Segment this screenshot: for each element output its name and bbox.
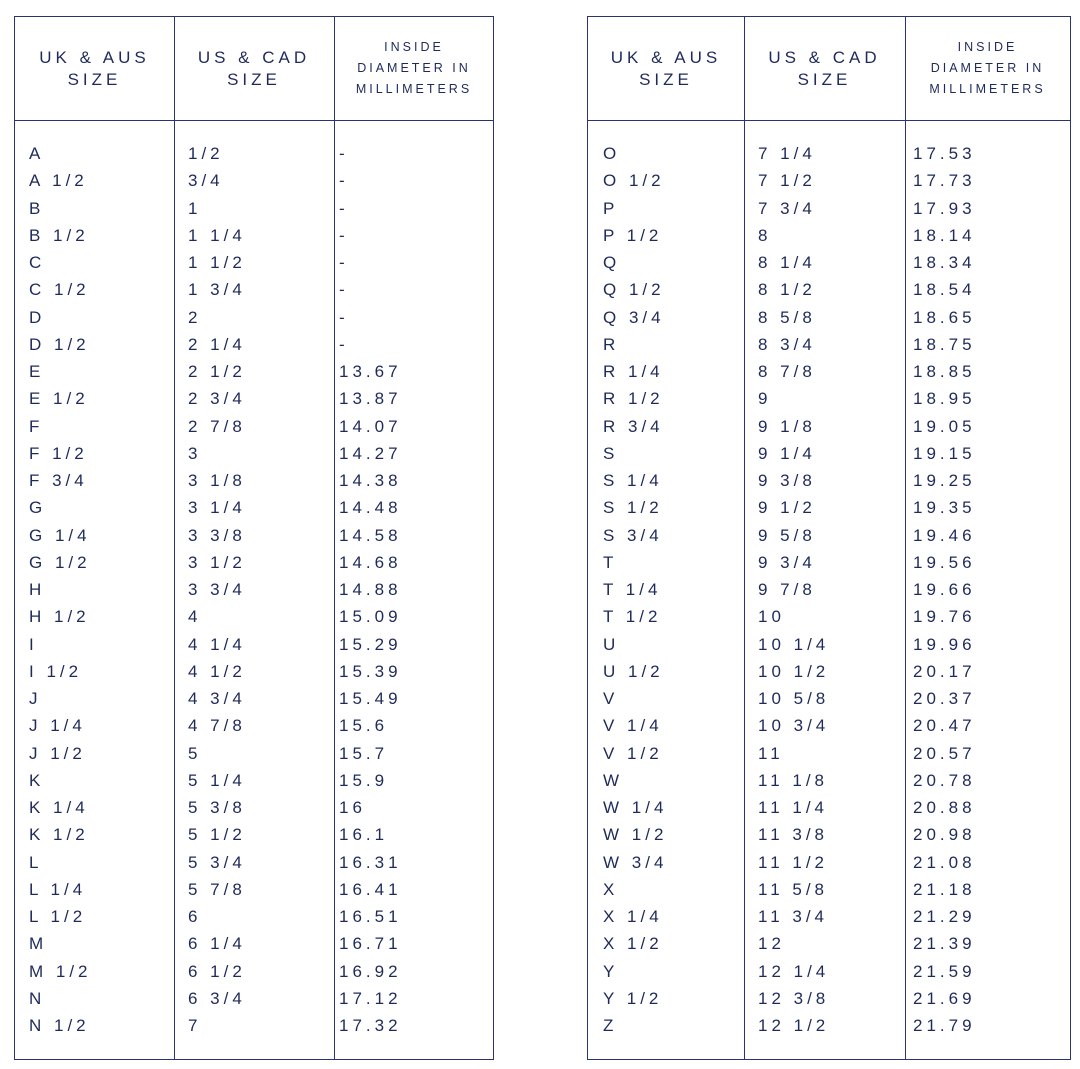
uk-aus-size-cell: V 1/2 bbox=[603, 743, 663, 763]
uk-aus-size-cell: U 1/2 bbox=[603, 661, 664, 681]
table-row bbox=[588, 167, 1070, 194]
uk-aus-size-cell: F bbox=[29, 416, 44, 436]
header-divider bbox=[588, 120, 1070, 121]
inside-diameter-cell: 16.41 bbox=[339, 879, 402, 899]
inside-diameter-cell: 21.18 bbox=[913, 879, 976, 899]
uk-aus-size-cell: E 1/2 bbox=[29, 389, 89, 409]
inside-diameter-cell: 16.31 bbox=[339, 852, 402, 872]
uk-aus-size-cell: G 1/2 bbox=[29, 552, 91, 572]
us-cad-size-cell: 8 bbox=[758, 225, 772, 245]
column-header-us-cad: US & CAD SIZE bbox=[197, 47, 311, 89]
table-row bbox=[588, 140, 1070, 167]
us-cad-size-cell: 2 7/8 bbox=[188, 416, 246, 436]
table-row bbox=[15, 685, 493, 712]
table-row bbox=[15, 167, 493, 194]
table-row bbox=[15, 467, 493, 494]
uk-aus-size-cell: Q 1/2 bbox=[603, 280, 665, 300]
table-row bbox=[588, 876, 1070, 903]
us-cad-size-cell: 3 1/4 bbox=[188, 498, 246, 518]
table-row bbox=[588, 903, 1070, 930]
uk-aus-size-cell: K 1/2 bbox=[29, 825, 89, 845]
table-row bbox=[588, 631, 1070, 658]
uk-aus-size-cell: F 3/4 bbox=[29, 471, 88, 490]
table-row bbox=[588, 304, 1070, 331]
inside-diameter-cell: 19.66 bbox=[913, 580, 976, 599]
us-cad-size-cell: 6 bbox=[188, 907, 202, 926]
inside-diameter-cell: 15.7 bbox=[339, 743, 389, 763]
inside-diameter-cell: 16.1 bbox=[339, 825, 389, 845]
table-row bbox=[588, 249, 1070, 276]
table-row bbox=[15, 385, 493, 412]
inside-diameter-cell: 13.67 bbox=[339, 362, 402, 381]
table-row bbox=[15, 903, 493, 930]
inside-diameter-cell: 16.51 bbox=[339, 907, 402, 926]
ring-size-table-right bbox=[587, 16, 1071, 1060]
us-cad-size-cell: 5 1/2 bbox=[188, 825, 246, 845]
us-cad-size-cell: 2 bbox=[188, 307, 202, 327]
inside-diameter-cell: 15.6 bbox=[339, 716, 389, 736]
us-cad-size-cell: 6 1/4 bbox=[188, 934, 246, 954]
us-cad-size-cell: 6 3/4 bbox=[188, 988, 246, 1008]
table-row bbox=[15, 331, 493, 358]
ring-size-table-left bbox=[14, 16, 494, 1060]
uk-aus-size-cell: X 1/2 bbox=[603, 934, 663, 954]
table-row bbox=[588, 958, 1070, 985]
us-cad-size-cell: 2 3/4 bbox=[188, 389, 246, 409]
inside-diameter-cell: 15.39 bbox=[339, 661, 402, 681]
table-row bbox=[588, 930, 1070, 957]
uk-aus-size-cell: X bbox=[603, 879, 619, 899]
uk-aus-size-cell: I 1/2 bbox=[29, 661, 83, 681]
column-header-inside-diameter: INSIDE DIAMETER IN MILLIMETERS bbox=[355, 40, 473, 96]
uk-aus-size-cell: M 1/2 bbox=[29, 961, 92, 981]
table-row bbox=[15, 358, 493, 385]
column-header-inside-diameter: INSIDE DIAMETER IN MILLIMETERS bbox=[929, 40, 1046, 96]
inside-diameter-cell: - bbox=[339, 334, 349, 354]
uk-aus-size-cell: K 1/4 bbox=[29, 798, 89, 817]
inside-diameter-cell: 21.08 bbox=[913, 852, 976, 872]
uk-aus-size-cell: B bbox=[29, 198, 45, 218]
uk-aus-size-cell: P bbox=[603, 198, 619, 218]
us-cad-size-cell: 11 5/8 bbox=[758, 879, 829, 899]
us-cad-size-cell: 8 3/4 bbox=[758, 334, 816, 354]
inside-diameter-cell: 21.59 bbox=[913, 961, 976, 981]
uk-aus-size-cell: A 1/2 bbox=[29, 171, 88, 191]
us-cad-size-cell: 4 7/8 bbox=[188, 716, 246, 736]
table-row bbox=[15, 658, 493, 685]
inside-diameter-cell: 18.34 bbox=[913, 253, 976, 272]
table-row bbox=[15, 794, 493, 821]
uk-aus-size-cell: O bbox=[603, 144, 621, 163]
uk-aus-size-cell: A bbox=[29, 144, 45, 163]
table-row bbox=[15, 576, 493, 603]
inside-diameter-cell: 19.25 bbox=[913, 471, 976, 490]
uk-aus-size-cell: S 3/4 bbox=[603, 525, 663, 545]
us-cad-size-cell: 5 1/4 bbox=[188, 770, 246, 790]
us-cad-size-cell: 9 5/8 bbox=[758, 525, 816, 545]
uk-aus-size-cell: T 1/4 bbox=[603, 580, 662, 599]
uk-aus-size-cell: H 1/2 bbox=[29, 607, 90, 627]
us-cad-size-cell: 1 1/2 bbox=[188, 253, 246, 272]
uk-aus-size-cell: K bbox=[29, 770, 45, 790]
us-cad-size-cell: 1 3/4 bbox=[188, 280, 246, 300]
uk-aus-size-cell: H bbox=[29, 580, 46, 599]
us-cad-size-cell: 11 1/8 bbox=[758, 770, 829, 790]
inside-diameter-cell: 15.29 bbox=[339, 634, 402, 654]
inside-diameter-cell: 17.12 bbox=[339, 988, 402, 1008]
table-row bbox=[588, 522, 1070, 549]
us-cad-size-cell: 5 bbox=[188, 743, 202, 763]
uk-aus-size-cell: T 1/2 bbox=[603, 607, 662, 627]
table-row bbox=[15, 1012, 493, 1039]
inside-diameter-cell: 18.75 bbox=[913, 334, 976, 354]
table-row bbox=[15, 276, 493, 303]
inside-diameter-cell: 19.96 bbox=[913, 634, 976, 654]
us-cad-size-cell: 11 3/4 bbox=[758, 907, 829, 926]
table-row bbox=[588, 385, 1070, 412]
inside-diameter-cell: 18.65 bbox=[913, 307, 976, 327]
table-row bbox=[588, 440, 1070, 467]
table-row bbox=[588, 467, 1070, 494]
uk-aus-size-cell: J bbox=[29, 689, 42, 708]
us-cad-size-cell: 4 1/4 bbox=[188, 634, 246, 654]
table-row bbox=[15, 631, 493, 658]
uk-aus-size-cell: S 1/2 bbox=[603, 498, 663, 518]
uk-aus-size-cell: I bbox=[29, 634, 38, 654]
uk-aus-size-cell: W 1/2 bbox=[603, 825, 668, 845]
inside-diameter-cell: 20.17 bbox=[913, 661, 976, 681]
inside-diameter-cell: - bbox=[339, 144, 349, 163]
us-cad-size-cell: 1 bbox=[188, 198, 202, 218]
table-row bbox=[15, 958, 493, 985]
uk-aus-size-cell: F 1/2 bbox=[29, 443, 88, 463]
uk-aus-size-cell: S bbox=[603, 443, 619, 463]
uk-aus-size-cell: R 1/2 bbox=[603, 389, 664, 409]
table-row bbox=[15, 603, 493, 630]
us-cad-size-cell: 8 5/8 bbox=[758, 307, 816, 327]
us-cad-size-cell: 2 1/2 bbox=[188, 362, 246, 381]
inside-diameter-cell: 18.14 bbox=[913, 225, 976, 245]
inside-diameter-cell: 18.85 bbox=[913, 362, 976, 381]
inside-diameter-cell: 14.88 bbox=[339, 580, 402, 599]
inside-diameter-cell: 17.73 bbox=[913, 171, 976, 191]
inside-diameter-cell: 21.29 bbox=[913, 907, 976, 926]
inside-diameter-cell: 19.35 bbox=[913, 498, 976, 518]
inside-diameter-cell: 20.37 bbox=[913, 689, 976, 708]
table-row bbox=[15, 140, 493, 167]
us-cad-size-cell: 4 bbox=[188, 607, 202, 627]
us-cad-size-cell: 7 1/4 bbox=[758, 144, 816, 163]
table-row bbox=[588, 576, 1070, 603]
table-row bbox=[588, 821, 1070, 848]
table-row bbox=[15, 304, 493, 331]
us-cad-size-cell: 9 bbox=[758, 389, 772, 409]
uk-aus-size-cell: M bbox=[29, 934, 48, 954]
header-divider bbox=[15, 120, 493, 121]
us-cad-size-cell: 12 3/8 bbox=[758, 988, 830, 1008]
inside-diameter-cell: 17.32 bbox=[339, 1016, 402, 1035]
table-row bbox=[588, 740, 1070, 767]
uk-aus-size-cell: V bbox=[603, 689, 619, 708]
table-row bbox=[15, 413, 493, 440]
uk-aus-size-cell: W 3/4 bbox=[603, 852, 668, 872]
us-cad-size-cell: 11 3/8 bbox=[758, 825, 829, 845]
uk-aus-size-cell: T bbox=[603, 552, 618, 572]
uk-aus-size-cell: N 1/2 bbox=[29, 1016, 90, 1035]
us-cad-size-cell: 8 7/8 bbox=[758, 362, 816, 381]
table-row bbox=[15, 195, 493, 222]
uk-aus-size-cell: Q bbox=[603, 253, 621, 272]
us-cad-size-cell: 10 bbox=[758, 607, 785, 627]
us-cad-size-cell: 12 1/4 bbox=[758, 961, 830, 981]
table-row bbox=[15, 549, 493, 576]
inside-diameter-cell: 14.48 bbox=[339, 498, 402, 518]
us-cad-size-cell: 9 1/8 bbox=[758, 416, 816, 436]
inside-diameter-cell: 15.9 bbox=[339, 770, 389, 790]
inside-diameter-cell: 14.07 bbox=[339, 416, 402, 436]
table-row bbox=[15, 440, 493, 467]
inside-diameter-cell: 14.27 bbox=[339, 443, 402, 463]
us-cad-size-cell: 4 1/2 bbox=[188, 661, 246, 681]
uk-aus-size-cell: O 1/2 bbox=[603, 171, 665, 191]
uk-aus-size-cell: W 1/4 bbox=[603, 798, 668, 817]
inside-diameter-cell: 15.49 bbox=[339, 689, 402, 708]
us-cad-size-cell: 10 3/4 bbox=[758, 716, 830, 736]
table-row bbox=[588, 1012, 1070, 1039]
table-row bbox=[588, 358, 1070, 385]
us-cad-size-cell: 8 1/2 bbox=[758, 280, 816, 300]
uk-aus-size-cell: Z bbox=[603, 1016, 618, 1035]
us-cad-size-cell: 5 7/8 bbox=[188, 879, 246, 899]
table-row bbox=[588, 985, 1070, 1012]
table-row bbox=[588, 195, 1070, 222]
us-cad-size-cell: 3 bbox=[188, 443, 202, 463]
uk-aus-size-cell: Q 3/4 bbox=[603, 307, 665, 327]
uk-aus-size-cell: V 1/4 bbox=[603, 716, 663, 736]
uk-aus-size-cell: B 1/2 bbox=[29, 225, 89, 245]
table-row bbox=[588, 331, 1070, 358]
table-row bbox=[588, 685, 1070, 712]
uk-aus-size-cell: J 1/4 bbox=[29, 716, 86, 736]
inside-diameter-cell: - bbox=[339, 253, 349, 272]
table-row bbox=[15, 930, 493, 957]
table-row bbox=[588, 794, 1070, 821]
us-cad-size-cell: 10 1/2 bbox=[758, 661, 830, 681]
us-cad-size-cell: 6 1/2 bbox=[188, 961, 246, 981]
us-cad-size-cell: 12 bbox=[758, 934, 785, 954]
table-row bbox=[15, 767, 493, 794]
table-row bbox=[15, 985, 493, 1012]
us-cad-size-cell: 9 7/8 bbox=[758, 580, 816, 599]
uk-aus-size-cell: L 1/4 bbox=[29, 879, 87, 899]
inside-diameter-cell: 17.53 bbox=[913, 144, 976, 163]
table-row bbox=[588, 413, 1070, 440]
table-row bbox=[588, 222, 1070, 249]
uk-aus-size-cell: G 1/4 bbox=[29, 525, 91, 545]
us-cad-size-cell: 7 1/2 bbox=[758, 171, 816, 191]
inside-diameter-cell: 13.87 bbox=[339, 389, 402, 409]
table-row bbox=[588, 276, 1070, 303]
inside-diameter-cell: 20.57 bbox=[913, 743, 976, 763]
us-cad-size-cell: 5 3/8 bbox=[188, 798, 246, 817]
inside-diameter-cell: 19.76 bbox=[913, 607, 976, 627]
uk-aus-size-cell: N bbox=[29, 988, 46, 1008]
us-cad-size-cell: 11 1/4 bbox=[758, 798, 829, 817]
uk-aus-size-cell: L 1/2 bbox=[29, 907, 87, 926]
table-row bbox=[15, 876, 493, 903]
uk-aus-size-cell: U bbox=[603, 634, 620, 654]
us-cad-size-cell: 8 1/4 bbox=[758, 253, 816, 272]
uk-aus-size-cell: E bbox=[29, 362, 45, 381]
inside-diameter-cell: 16.92 bbox=[339, 961, 402, 981]
uk-aus-size-cell: W bbox=[603, 770, 624, 790]
us-cad-size-cell: 3 1/2 bbox=[188, 552, 246, 572]
uk-aus-size-cell: S 1/4 bbox=[603, 471, 663, 490]
us-cad-size-cell: 7 bbox=[188, 1016, 202, 1035]
us-cad-size-cell: 11 1/2 bbox=[758, 852, 829, 872]
inside-diameter-cell: 17.93 bbox=[913, 198, 976, 218]
table-row bbox=[588, 603, 1070, 630]
uk-aus-size-cell: Y bbox=[603, 961, 619, 981]
us-cad-size-cell: 10 5/8 bbox=[758, 689, 830, 708]
us-cad-size-cell: 10 1/4 bbox=[758, 634, 830, 654]
uk-aus-size-cell: C 1/2 bbox=[29, 280, 90, 300]
inside-diameter-cell: 19.05 bbox=[913, 416, 976, 436]
uk-aus-size-cell: X 1/4 bbox=[603, 907, 663, 926]
inside-diameter-cell: - bbox=[339, 280, 349, 300]
uk-aus-size-cell: R 1/4 bbox=[603, 362, 664, 381]
uk-aus-size-cell: J 1/2 bbox=[29, 743, 86, 763]
us-cad-size-cell: 3 1/8 bbox=[188, 471, 246, 490]
table-row bbox=[15, 821, 493, 848]
table-row bbox=[588, 849, 1070, 876]
table-row bbox=[15, 222, 493, 249]
inside-diameter-cell: - bbox=[339, 225, 349, 245]
inside-diameter-cell: 18.54 bbox=[913, 280, 976, 300]
table-row bbox=[15, 849, 493, 876]
uk-aus-size-cell: C bbox=[29, 253, 46, 272]
us-cad-size-cell: 4 3/4 bbox=[188, 689, 246, 708]
column-header-uk-aus: UK & AUS SIZE bbox=[610, 47, 722, 89]
table-row bbox=[15, 494, 493, 521]
inside-diameter-cell: 15.09 bbox=[339, 607, 402, 627]
table-row bbox=[588, 549, 1070, 576]
us-cad-size-cell: 3/4 bbox=[188, 171, 224, 191]
us-cad-size-cell: 9 1/4 bbox=[758, 443, 816, 463]
inside-diameter-cell: - bbox=[339, 198, 349, 218]
us-cad-size-cell: 3 3/4 bbox=[188, 580, 246, 599]
inside-diameter-cell: 21.69 bbox=[913, 988, 976, 1008]
uk-aus-size-cell: G bbox=[29, 498, 47, 518]
uk-aus-size-cell: P 1/2 bbox=[603, 225, 663, 245]
table-row bbox=[15, 740, 493, 767]
inside-diameter-cell: 19.56 bbox=[913, 552, 976, 572]
column-header-us-cad: US & CAD SIZE bbox=[768, 47, 881, 89]
inside-diameter-cell: - bbox=[339, 171, 349, 191]
uk-aus-size-cell: Y 1/2 bbox=[603, 988, 663, 1008]
inside-diameter-cell: 19.15 bbox=[913, 443, 976, 463]
us-cad-size-cell: 9 3/8 bbox=[758, 471, 816, 490]
uk-aus-size-cell: D 1/2 bbox=[29, 334, 90, 354]
column-header-uk-aus: UK & AUS SIZE bbox=[39, 47, 150, 89]
table-row bbox=[15, 522, 493, 549]
table-row bbox=[15, 712, 493, 739]
inside-diameter-cell: 20.78 bbox=[913, 770, 976, 790]
us-cad-size-cell: 5 3/4 bbox=[188, 852, 246, 872]
us-cad-size-cell: 11 bbox=[758, 743, 784, 763]
uk-aus-size-cell: R 3/4 bbox=[603, 416, 664, 436]
us-cad-size-cell: 7 3/4 bbox=[758, 198, 816, 218]
us-cad-size-cell: 12 1/2 bbox=[758, 1016, 830, 1035]
us-cad-size-cell: 9 3/4 bbox=[758, 552, 816, 572]
inside-diameter-cell: 14.68 bbox=[339, 552, 402, 572]
us-cad-size-cell: 1/2 bbox=[188, 144, 224, 163]
us-cad-size-cell: 9 1/2 bbox=[758, 498, 816, 518]
table-row bbox=[588, 494, 1070, 521]
inside-diameter-cell: 18.95 bbox=[913, 389, 976, 409]
us-cad-size-cell: 2 1/4 bbox=[188, 334, 246, 354]
uk-aus-size-cell: D bbox=[29, 307, 46, 327]
inside-diameter-cell: 20.98 bbox=[913, 825, 976, 845]
table-row bbox=[588, 658, 1070, 685]
us-cad-size-cell: 1 1/4 bbox=[188, 225, 246, 245]
uk-aus-size-cell: L bbox=[29, 852, 43, 872]
table-row bbox=[15, 249, 493, 276]
inside-diameter-cell: 20.88 bbox=[913, 798, 976, 817]
inside-diameter-cell: 14.58 bbox=[339, 525, 402, 545]
inside-diameter-cell: 21.39 bbox=[913, 934, 976, 954]
inside-diameter-cell: 19.46 bbox=[913, 525, 976, 545]
inside-diameter-cell: 20.47 bbox=[913, 716, 976, 736]
inside-diameter-cell: - bbox=[339, 307, 349, 327]
inside-diameter-cell: 21.79 bbox=[913, 1016, 976, 1035]
inside-diameter-cell: 16.71 bbox=[339, 934, 402, 954]
us-cad-size-cell: 3 3/8 bbox=[188, 525, 246, 545]
uk-aus-size-cell: R bbox=[603, 334, 620, 354]
table-row bbox=[588, 712, 1070, 739]
inside-diameter-cell: 16 bbox=[339, 798, 366, 817]
inside-diameter-cell: 14.38 bbox=[339, 471, 402, 490]
table-row bbox=[588, 767, 1070, 794]
